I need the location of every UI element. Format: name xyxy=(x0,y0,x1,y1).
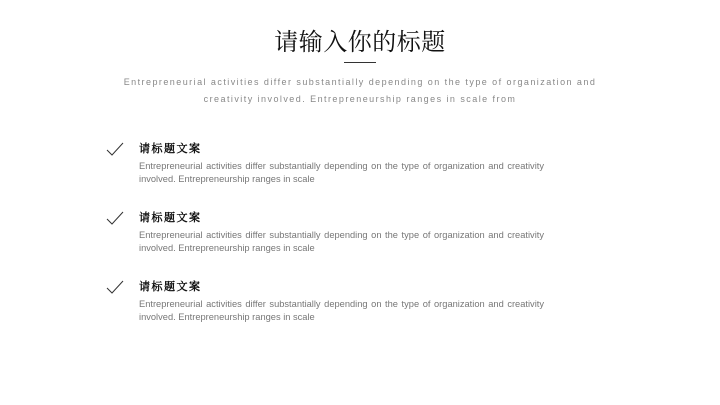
list-item xyxy=(106,279,546,329)
list-item xyxy=(106,141,546,191)
item-heading: 请标题文案 xyxy=(139,211,202,224)
page-title: 请输入你的标题 xyxy=(274,28,446,56)
item-text: Entrepreneurial activities differ substantially depending on the type of organization and creativity involved. Entrepreneurship ranges in scale xyxy=(139,161,544,184)
checkmark-icon xyxy=(106,142,124,156)
item-text: Entrepreneurial activities differ substantially depending on the type of organization and creativity involved. Entrepreneurship ranges in scale xyxy=(139,299,544,322)
page-subtitle xyxy=(0,74,720,108)
item-heading: 请标题文案 xyxy=(139,142,202,155)
subtitle-line-1: Entrepreneurial activities differ substantially depending on the type of organization and xyxy=(123,77,597,87)
title-divider xyxy=(344,62,376,63)
checkmark-icon xyxy=(106,280,124,294)
item-heading: 请标题文案 xyxy=(139,280,202,293)
checkmark-icon xyxy=(106,211,124,225)
item-text: Entrepreneurial activities differ substantially depending on the type of organization and creativity involved. Entrepreneurship ranges in scale xyxy=(139,230,544,253)
subtitle-line-2: creativity involved. Entrepreneurship ranges in scale from xyxy=(203,94,517,104)
list-item xyxy=(106,210,546,260)
